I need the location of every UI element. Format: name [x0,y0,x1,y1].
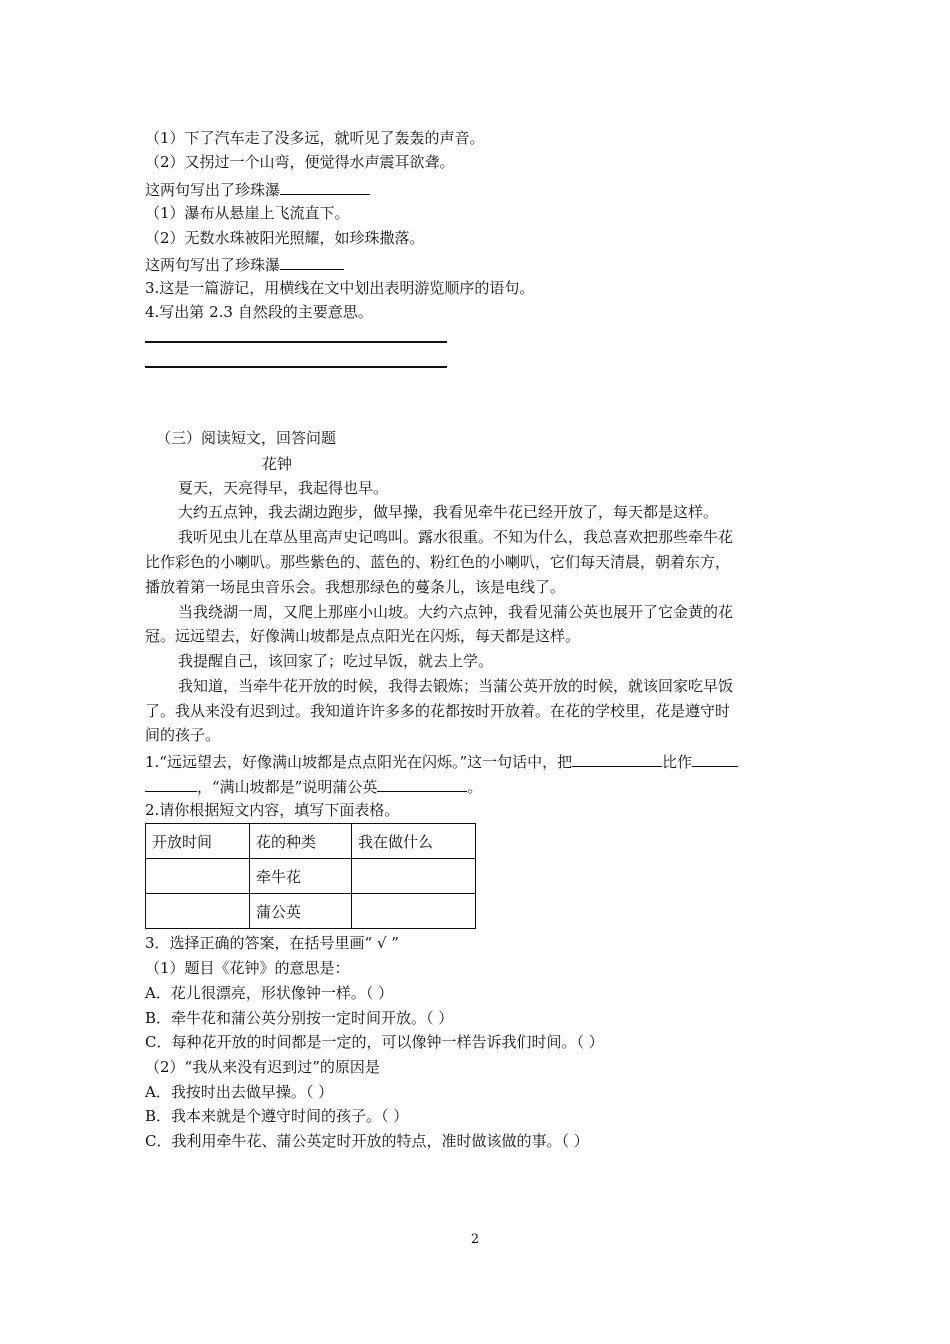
option-3-1-b[interactable]: B．牵牛花和蒲公英分别按一定时间开放。（ ） [145,1009,454,1027]
table-row [146,894,476,929]
paragraph-6-line-2: 了。我从来没有迟到过。我知道许许多多的花都按时开放着。在花的学校里，花是遵守时 [145,702,731,720]
q2-sentence-1a: （1）下了汽车走了没多远，就听见了轰轰的声音。 [145,129,485,147]
paragraph-5: 我提醒自己，该回家了；吃过早饭，就去上学。 [178,652,494,670]
option-3-2-a[interactable]: A．我按时出去做早操。（ ） [145,1083,334,1101]
answer-blank[interactable] [572,750,662,767]
question-3: 3.这是一篇游记，用横线在文中划出表明游览顺序的语句。 [145,279,535,297]
paragraph-3-line-1: 我听见虫儿在草丛里高声史记鸣叫。露水很重。不知为什么，我总喜欢把那些牵牛花 [178,528,734,546]
table-cell: 蒲公英 [250,894,352,929]
section-heading: （三）阅读短文，回答问题 [156,429,337,447]
answer-blank[interactable] [377,775,467,792]
table-cell-input[interactable] [146,859,250,894]
paragraph-3-line-3: 播放着第一场昆虫音乐会。我想那绿色的蔓条儿，该是电线了。 [145,578,566,596]
paragraph-2: 大约五点钟，我去湖边跑步，做早操，我看见牵牛花已经开放了，每天都是这样。 [178,503,719,521]
q2-sentence-2b: （2）无数水珠被阳光照耀，如珍珠撒落。 [145,229,425,247]
answer-blank[interactable] [145,775,197,792]
question-3-1: （1）题目《花钟》的意思是： [145,959,350,977]
table-cell-input[interactable] [352,859,476,894]
answer-blank[interactable] [280,253,344,270]
answer-blank[interactable] [280,178,370,195]
paragraph-6-line-1: 我知道，当牵牛花开放的时候，我得去锻炼；当蒲公英开放的时候，就该回家吃早饭 [178,677,734,695]
q2-sentence-2a: （1）瀑布从悬崖上飞流直下。 [145,204,350,222]
question-4: 4.写出第 2.3 自然段的主要意思。 [145,303,373,321]
question-1-line-2: ，“满山坡都是”说明蒲公英 。 [145,775,482,797]
paragraph-4-line-2: 冠。远远望去，好像满山坡都是点点阳光在闪烁，每天都是这样。 [145,627,581,645]
table-cell: 牵牛花 [250,859,352,894]
answer-line[interactable] [145,341,447,343]
table-row [146,859,476,894]
q2-prompt-1: 这两句写出了珍珠瀑 [145,178,370,200]
table-cell-input[interactable] [352,894,476,929]
answer-table [145,823,476,929]
option-3-2-c[interactable]: C．我利用牵牛花、蒲公英定时开放的特点，准时做该做的事。（ ） [145,1132,589,1150]
option-3-1-a[interactable]: A．花儿很漂亮，形状像钟一样。（ ） [145,984,394,1002]
paragraph-4-line-1: 当我绕湖一周，又爬上那座小山坡。大约六点钟，我看见蒲公英也展开了它金黄的花 [178,603,734,621]
q2-sentence-1b: （2）又拐过一个山弯，便觉得水声震耳欲聋。 [145,153,455,171]
table-header: 花的种类 [250,824,352,859]
answer-blank[interactable] [692,750,738,767]
page-number: 2 [470,1232,480,1247]
question-3: 3．选择正确的答案，在括号里画“ √ ” [145,934,399,952]
table-header: 我在做什么 [352,824,476,859]
paragraph-3-line-2: 比作彩色的小喇叭。那些紫色的、蓝色的、粉红色的小喇叭，它们每天清晨，朝着东方， [145,553,731,571]
passage-title: 花钟 [262,455,293,473]
paragraph-6-line-3: 间的孩子。 [145,726,221,744]
option-3-2-b[interactable]: B．我本来就是个遵守时间的孩子。（ ） [145,1107,409,1125]
question-1-line-1: 1.“远远望去，好像满山坡都是点点阳光在闪烁。”这一句话中，把 比作 [145,750,738,772]
table-header-row [146,824,476,859]
question-2: 2.请你根据短文内容，填写下面表格。 [145,801,400,819]
question-3-2: （2）“我从来没有迟到过”的原因是 [145,1058,380,1076]
answer-line[interactable] [145,366,447,368]
paragraph-1: 夏天，天亮得早，我起得也早。 [178,479,389,497]
table-cell-input[interactable] [146,894,250,929]
table-header: 开放时间 [146,824,250,859]
option-3-1-c[interactable]: C．每种花开放的时间都是一定的，可以像钟一样告诉我们时间。（ ） [145,1033,604,1051]
q2-prompt-2: 这两句写出了珍珠瀑 [145,253,344,275]
